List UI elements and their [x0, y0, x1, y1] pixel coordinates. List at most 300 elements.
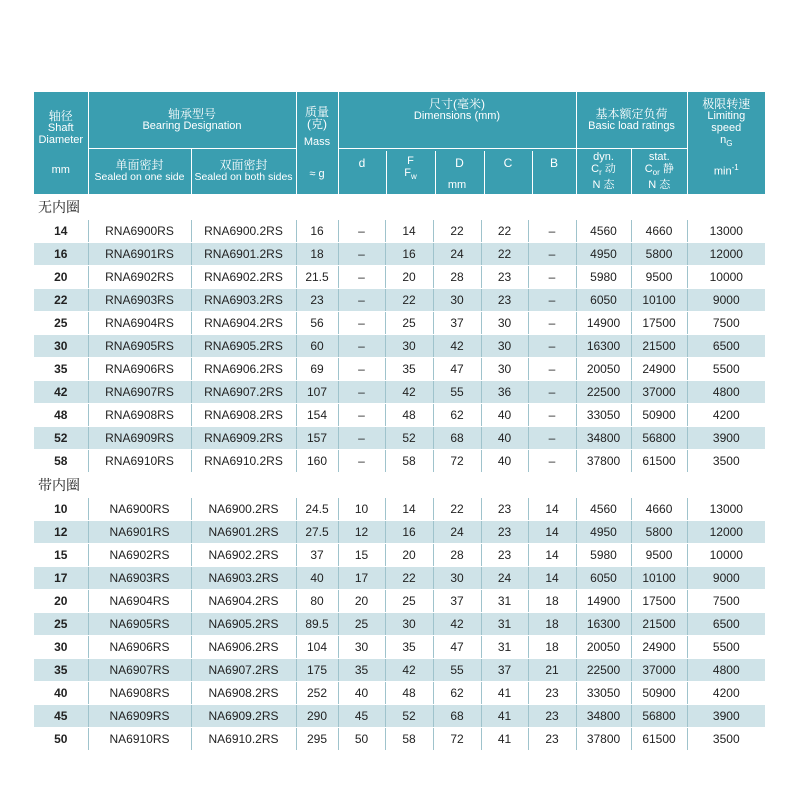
- cell-designation-both-sides: NA6910.2RS: [191, 727, 296, 750]
- group-title: 无内圈: [34, 194, 765, 219]
- cell-limiting-speed: 4800: [687, 658, 765, 681]
- cell-mass: 80: [296, 589, 338, 612]
- cell-mass: 21.5: [296, 265, 338, 288]
- bearing-spec-sheet: [34, 92, 765, 751]
- cell-designation-one-side: RNA6908RS: [88, 403, 191, 426]
- cell-designation-both-sides: NA6908.2RS: [191, 681, 296, 704]
- cell-limiting-speed: 4800: [687, 380, 765, 403]
- cell-limiting-speed: 9000: [687, 566, 765, 589]
- cell-designation-both-sides: NA6903.2RS: [191, 566, 296, 589]
- table-row: [34, 497, 765, 520]
- cell-dim-B: 18: [528, 589, 576, 612]
- cell-dim-D: 42: [433, 612, 481, 635]
- header-dynamic-load: dyn. $C_r$ 动 N 态: [576, 148, 631, 194]
- cell-designation-one-side: RNA6906RS: [88, 357, 191, 380]
- cell-dim-d: 12: [338, 520, 385, 543]
- cell-dim-f-fw: 14: [385, 497, 433, 520]
- cell-dim-C: 23: [481, 520, 528, 543]
- cell-load-static: 4660: [631, 219, 687, 242]
- cell-limiting-speed: 5500: [687, 635, 765, 658]
- cell-designation-both-sides: RNA6902.2RS: [191, 265, 296, 288]
- cell-limiting-speed: 7500: [687, 589, 765, 612]
- cell-dim-B: –: [528, 426, 576, 449]
- header-shaft-diameter: 轴径 Shaft Diameter mm: [34, 92, 88, 194]
- cell-designation-both-sides: NA6906.2RS: [191, 635, 296, 658]
- cell-dim-d: 15: [338, 543, 385, 566]
- cell-dim-B: 23: [528, 704, 576, 727]
- table-header: [34, 92, 765, 194]
- cell-load-dynamic: 16300: [576, 334, 631, 357]
- header-dimensions: 尺寸(毫米) Dimensions (mm): [338, 92, 576, 148]
- cell-designation-both-sides: RNA6908.2RS: [191, 403, 296, 426]
- cell-dim-D: 24: [433, 242, 481, 265]
- cell-load-static: 50900: [631, 403, 687, 426]
- cell-designation-one-side: RNA6901RS: [88, 242, 191, 265]
- cell-dim-d: –: [338, 311, 385, 334]
- cell-limiting-speed: 10000: [687, 543, 765, 566]
- cell-dim-C: 23: [481, 265, 528, 288]
- cell-dim-D: 28: [433, 543, 481, 566]
- cell-dim-d: –: [338, 334, 385, 357]
- cell-dim-f-fw: 48: [385, 681, 433, 704]
- cell-mass: 37: [296, 543, 338, 566]
- cell-load-static: 37000: [631, 658, 687, 681]
- cell-dim-d: –: [338, 357, 385, 380]
- cell-mass: 56: [296, 311, 338, 334]
- table-row: [34, 449, 765, 472]
- cell-limiting-speed: 9000: [687, 288, 765, 311]
- cell-designation-both-sides: NA6900.2RS: [191, 497, 296, 520]
- cell-dim-C: 22: [481, 242, 528, 265]
- cell-shaft-diameter: 25: [34, 612, 88, 635]
- cell-shaft-diameter: 16: [34, 242, 88, 265]
- table-row: [34, 589, 765, 612]
- bearing-spec-table: [34, 92, 765, 751]
- cell-designation-both-sides: RNA6905.2RS: [191, 334, 296, 357]
- cell-dim-d: 17: [338, 566, 385, 589]
- cell-dim-D: 62: [433, 681, 481, 704]
- cell-dim-C: 41: [481, 681, 528, 704]
- cell-dim-d: 30: [338, 635, 385, 658]
- cell-designation-one-side: NA6900RS: [88, 497, 191, 520]
- cell-designation-one-side: NA6907RS: [88, 658, 191, 681]
- cell-dim-C: 40: [481, 403, 528, 426]
- cell-load-dynamic: 14900: [576, 311, 631, 334]
- cell-load-static: 21500: [631, 334, 687, 357]
- cell-limiting-speed: 5500: [687, 357, 765, 380]
- cell-dim-D: 55: [433, 380, 481, 403]
- cell-dim-B: –: [528, 242, 576, 265]
- cell-dim-B: –: [528, 288, 576, 311]
- cell-load-static: 10100: [631, 566, 687, 589]
- cell-shaft-diameter: 20: [34, 589, 88, 612]
- cell-dim-f-fw: 22: [385, 566, 433, 589]
- cell-shaft-diameter: 42: [34, 380, 88, 403]
- cell-shaft-diameter: 14: [34, 219, 88, 242]
- cell-load-dynamic: 16300: [576, 612, 631, 635]
- cell-dim-f-fw: 30: [385, 334, 433, 357]
- table-row: [34, 288, 765, 311]
- cell-shaft-diameter: 20: [34, 265, 88, 288]
- cell-dim-B: –: [528, 219, 576, 242]
- cell-dim-d: –: [338, 403, 385, 426]
- cell-dim-D: 55: [433, 658, 481, 681]
- cell-dim-d: –: [338, 219, 385, 242]
- cell-dim-f-fw: 25: [385, 311, 433, 334]
- cell-dim-D: 28: [433, 265, 481, 288]
- cell-designation-both-sides: NA6905.2RS: [191, 612, 296, 635]
- cell-dim-B: –: [528, 334, 576, 357]
- cell-limiting-speed: 3900: [687, 426, 765, 449]
- group-heading: [34, 472, 765, 497]
- cell-dim-C: 30: [481, 357, 528, 380]
- table-row: [34, 658, 765, 681]
- group-heading: [34, 194, 765, 219]
- cell-designation-both-sides: RNA6900.2RS: [191, 219, 296, 242]
- cell-dim-d: 45: [338, 704, 385, 727]
- cell-limiting-speed: 12000: [687, 520, 765, 543]
- cell-designation-both-sides: NA6902.2RS: [191, 543, 296, 566]
- cell-dim-B: –: [528, 403, 576, 426]
- table-row: [34, 265, 765, 288]
- cell-shaft-diameter: 12: [34, 520, 88, 543]
- cell-dim-f-fw: 16: [385, 242, 433, 265]
- table-row: [34, 357, 765, 380]
- table-row: [34, 242, 765, 265]
- cell-shaft-diameter: 35: [34, 357, 88, 380]
- cell-dim-D: 37: [433, 311, 481, 334]
- cell-shaft-diameter: 22: [34, 288, 88, 311]
- cell-limiting-speed: 12000: [687, 242, 765, 265]
- table-row: [34, 403, 765, 426]
- cell-load-dynamic: 20050: [576, 357, 631, 380]
- cell-load-dynamic: 33050: [576, 403, 631, 426]
- cell-limiting-speed: 7500: [687, 311, 765, 334]
- cell-dim-C: 30: [481, 334, 528, 357]
- cell-dim-f-fw: 42: [385, 658, 433, 681]
- cell-mass: 27.5: [296, 520, 338, 543]
- cell-designation-one-side: NA6906RS: [88, 635, 191, 658]
- cell-designation-one-side: RNA6904RS: [88, 311, 191, 334]
- header-B: B: [550, 156, 559, 170]
- cell-dim-f-fw: 52: [385, 704, 433, 727]
- cell-dim-B: 14: [528, 520, 576, 543]
- cell-dim-d: –: [338, 242, 385, 265]
- cell-dim-d: –: [338, 426, 385, 449]
- cell-designation-one-side: NA6903RS: [88, 566, 191, 589]
- cell-dim-B: 18: [528, 612, 576, 635]
- cell-designation-one-side: RNA6900RS: [88, 219, 191, 242]
- cell-dim-D: 72: [433, 449, 481, 472]
- cell-designation-one-side: NA6901RS: [88, 520, 191, 543]
- cell-designation-both-sides: RNA6906.2RS: [191, 357, 296, 380]
- cell-mass: 252: [296, 681, 338, 704]
- cell-dim-D: 47: [433, 357, 481, 380]
- cell-dim-B: –: [528, 380, 576, 403]
- cell-dim-C: 31: [481, 589, 528, 612]
- cell-limiting-speed: 13000: [687, 219, 765, 242]
- cell-load-dynamic: 34800: [576, 704, 631, 727]
- cell-dim-d: –: [338, 380, 385, 403]
- cell-dim-D: 62: [433, 403, 481, 426]
- cell-mass: 18: [296, 242, 338, 265]
- cell-dim-D: 30: [433, 566, 481, 589]
- cell-dim-D: 42: [433, 334, 481, 357]
- cell-designation-both-sides: RNA6903.2RS: [191, 288, 296, 311]
- cell-load-dynamic: 22500: [576, 380, 631, 403]
- cell-limiting-speed: 6500: [687, 334, 765, 357]
- cell-dim-C: 23: [481, 497, 528, 520]
- cell-designation-one-side: RNA6910RS: [88, 449, 191, 472]
- table-row: [34, 219, 765, 242]
- cell-load-dynamic: 4560: [576, 497, 631, 520]
- cell-dim-B: –: [528, 311, 576, 334]
- cell-shaft-diameter: 15: [34, 543, 88, 566]
- cell-load-static: 21500: [631, 612, 687, 635]
- header-sealed-one-side: 单面密封 Sealed on one side: [88, 148, 191, 194]
- cell-dim-d: 35: [338, 658, 385, 681]
- cell-load-dynamic: 33050: [576, 681, 631, 704]
- table-row: [34, 612, 765, 635]
- cell-dim-D: 30: [433, 288, 481, 311]
- cell-dim-d: 20: [338, 589, 385, 612]
- cell-dim-f-fw: 22: [385, 288, 433, 311]
- table-row: [34, 334, 765, 357]
- cell-load-dynamic: 34800: [576, 426, 631, 449]
- cell-limiting-speed: 4200: [687, 403, 765, 426]
- cell-load-static: 24900: [631, 635, 687, 658]
- table-row: [34, 311, 765, 334]
- cell-load-static: 5800: [631, 242, 687, 265]
- cell-load-dynamic: 6050: [576, 288, 631, 311]
- cell-dim-d: 40: [338, 681, 385, 704]
- cell-mass: 154: [296, 403, 338, 426]
- cell-designation-one-side: RNA6905RS: [88, 334, 191, 357]
- cell-dim-C: 30: [481, 311, 528, 334]
- cell-dim-f-fw: 20: [385, 543, 433, 566]
- header-limiting-speed: 极限转速 Limiting speed $n_G$ $\min^{-1}$: [687, 92, 765, 194]
- header-bearing-designation: 轴承型号 Bearing Designation: [88, 92, 296, 148]
- cell-load-dynamic: 5980: [576, 265, 631, 288]
- table-row: [34, 566, 765, 589]
- cell-load-dynamic: 4560: [576, 219, 631, 242]
- cell-limiting-speed: 6500: [687, 612, 765, 635]
- cell-load-static: 5800: [631, 520, 687, 543]
- cell-dim-B: 18: [528, 635, 576, 658]
- table-row: [34, 681, 765, 704]
- cell-dim-d: 10: [338, 497, 385, 520]
- cell-dim-C: 31: [481, 612, 528, 635]
- cell-dim-C: 36: [481, 380, 528, 403]
- cell-dim-C: 41: [481, 727, 528, 750]
- cell-limiting-speed: 3500: [687, 449, 765, 472]
- cell-designation-one-side: RNA6907RS: [88, 380, 191, 403]
- cell-dim-C: 31: [481, 635, 528, 658]
- cell-mass: 290: [296, 704, 338, 727]
- cell-designation-one-side: NA6902RS: [88, 543, 191, 566]
- cell-mass: 160: [296, 449, 338, 472]
- cell-shaft-diameter: 50: [34, 727, 88, 750]
- cell-load-dynamic: 37800: [576, 727, 631, 750]
- cell-load-static: 10100: [631, 288, 687, 311]
- cell-mass: 23: [296, 288, 338, 311]
- cell-dim-B: –: [528, 449, 576, 472]
- cell-dim-D: 37: [433, 589, 481, 612]
- cell-limiting-speed: 10000: [687, 265, 765, 288]
- cell-dim-d: –: [338, 288, 385, 311]
- cell-designation-both-sides: NA6904.2RS: [191, 589, 296, 612]
- table-row: [34, 543, 765, 566]
- cell-mass: 16: [296, 219, 338, 242]
- cell-designation-one-side: NA6905RS: [88, 612, 191, 635]
- cell-load-static: 24900: [631, 357, 687, 380]
- cell-dim-B: –: [528, 357, 576, 380]
- cell-dim-B: 14: [528, 497, 576, 520]
- cell-dim-D: 68: [433, 426, 481, 449]
- cell-dim-B: 23: [528, 681, 576, 704]
- cell-designation-one-side: RNA6902RS: [88, 265, 191, 288]
- cell-dim-d: –: [338, 265, 385, 288]
- cell-dim-C: 22: [481, 219, 528, 242]
- table-row: [34, 520, 765, 543]
- cell-mass: 107: [296, 380, 338, 403]
- cell-shaft-diameter: 40: [34, 681, 88, 704]
- cell-dim-f-fw: 58: [385, 449, 433, 472]
- cell-dim-C: 37: [481, 658, 528, 681]
- header-C: C: [485, 151, 533, 194]
- cell-designation-one-side: NA6910RS: [88, 727, 191, 750]
- cell-mass: 24.5: [296, 497, 338, 520]
- cell-dim-f-fw: 16: [385, 520, 433, 543]
- cell-dim-f-fw: 25: [385, 589, 433, 612]
- cell-load-dynamic: 5980: [576, 543, 631, 566]
- cell-load-static: 17500: [631, 589, 687, 612]
- cell-load-static: 4660: [631, 497, 687, 520]
- cell-dim-D: 47: [433, 635, 481, 658]
- cell-dim-D: 72: [433, 727, 481, 750]
- cell-dim-D: 22: [433, 219, 481, 242]
- cell-mass: 104: [296, 635, 338, 658]
- cell-load-dynamic: 4950: [576, 242, 631, 265]
- cell-dim-C: 41: [481, 704, 528, 727]
- cell-designation-both-sides: NA6909.2RS: [191, 704, 296, 727]
- cell-designation-both-sides: RNA6907.2RS: [191, 380, 296, 403]
- cell-load-dynamic: 14900: [576, 589, 631, 612]
- cell-dim-f-fw: 42: [385, 380, 433, 403]
- table-row: [34, 635, 765, 658]
- cell-shaft-diameter: 25: [34, 311, 88, 334]
- header-D: D: [436, 151, 485, 194]
- cell-load-dynamic: 22500: [576, 658, 631, 681]
- cell-mass: 40: [296, 566, 338, 589]
- cell-limiting-speed: 13000: [687, 497, 765, 520]
- cell-shaft-diameter: 30: [34, 334, 88, 357]
- cell-dim-f-fw: 35: [385, 635, 433, 658]
- cell-dim-f-fw: 48: [385, 403, 433, 426]
- cell-load-dynamic: 37800: [576, 449, 631, 472]
- cell-dim-f-fw: 14: [385, 219, 433, 242]
- cell-dim-C: 40: [481, 449, 528, 472]
- header-basic-load-ratings: 基本额定负荷 Basic load ratings: [576, 92, 687, 148]
- cell-shaft-diameter: 48: [34, 403, 88, 426]
- cell-dim-D: 22: [433, 497, 481, 520]
- cell-shaft-diameter: 10: [34, 497, 88, 520]
- cell-load-static: 56800: [631, 426, 687, 449]
- cell-shaft-diameter: 17: [34, 566, 88, 589]
- cell-mass: 295: [296, 727, 338, 750]
- cell-designation-both-sides: NA6907.2RS: [191, 658, 296, 681]
- cell-dim-D: 68: [433, 704, 481, 727]
- cell-limiting-speed: 4200: [687, 681, 765, 704]
- cell-dim-B: –: [528, 265, 576, 288]
- cell-shaft-diameter: 52: [34, 426, 88, 449]
- cell-designation-one-side: RNA6903RS: [88, 288, 191, 311]
- cell-load-dynamic: 6050: [576, 566, 631, 589]
- cell-shaft-diameter: 58: [34, 449, 88, 472]
- cell-shaft-diameter: 35: [34, 658, 88, 681]
- cell-load-static: 37000: [631, 380, 687, 403]
- table-body: [34, 194, 765, 750]
- cell-load-dynamic: 4950: [576, 520, 631, 543]
- cell-dim-f-fw: 30: [385, 612, 433, 635]
- table-row: [34, 704, 765, 727]
- header-dimension-columns: [338, 148, 576, 194]
- cell-designation-both-sides: RNA6910.2RS: [191, 449, 296, 472]
- cell-load-static: 50900: [631, 681, 687, 704]
- cell-dim-f-fw: 52: [385, 426, 433, 449]
- cell-load-static: 61500: [631, 449, 687, 472]
- cell-load-static: 61500: [631, 727, 687, 750]
- cell-mass: 175: [296, 658, 338, 681]
- cell-dim-C: 23: [481, 288, 528, 311]
- cell-designation-one-side: NA6908RS: [88, 681, 191, 704]
- cell-limiting-speed: 3500: [687, 727, 765, 750]
- cell-dim-B: 21: [528, 658, 576, 681]
- cell-mass: 89.5: [296, 612, 338, 635]
- header-static-load: stat. $C_{or}$ 静 N 态: [631, 148, 687, 194]
- cell-dim-f-fw: 35: [385, 357, 433, 380]
- table-row: [34, 426, 765, 449]
- cell-dim-B: 14: [528, 566, 576, 589]
- header-f-fw: F $F_w$: [387, 151, 436, 194]
- group-title: 带内圈: [34, 472, 765, 497]
- cell-dim-d: 50: [338, 727, 385, 750]
- cell-dim-C: 24: [481, 566, 528, 589]
- cell-dim-d: –: [338, 449, 385, 472]
- cell-limiting-speed: 3900: [687, 704, 765, 727]
- cell-designation-both-sides: RNA6901.2RS: [191, 242, 296, 265]
- cell-dim-C: 40: [481, 426, 528, 449]
- cell-shaft-diameter: 30: [34, 635, 88, 658]
- cell-designation-one-side: RNA6909RS: [88, 426, 191, 449]
- cell-load-static: 9500: [631, 265, 687, 288]
- header-d: d: [339, 151, 387, 194]
- cell-load-dynamic: 20050: [576, 635, 631, 658]
- cell-designation-both-sides: NA6901.2RS: [191, 520, 296, 543]
- cell-load-static: 17500: [631, 311, 687, 334]
- cell-dim-B: 14: [528, 543, 576, 566]
- cell-designation-one-side: NA6904RS: [88, 589, 191, 612]
- cell-designation-both-sides: RNA6909.2RS: [191, 426, 296, 449]
- cell-mass: 60: [296, 334, 338, 357]
- cell-designation-one-side: NA6909RS: [88, 704, 191, 727]
- cell-dim-f-fw: 58: [385, 727, 433, 750]
- table-row: [34, 727, 765, 750]
- table-row: [34, 380, 765, 403]
- cell-mass: 69: [296, 357, 338, 380]
- cell-shaft-diameter: 45: [34, 704, 88, 727]
- cell-load-static: 56800: [631, 704, 687, 727]
